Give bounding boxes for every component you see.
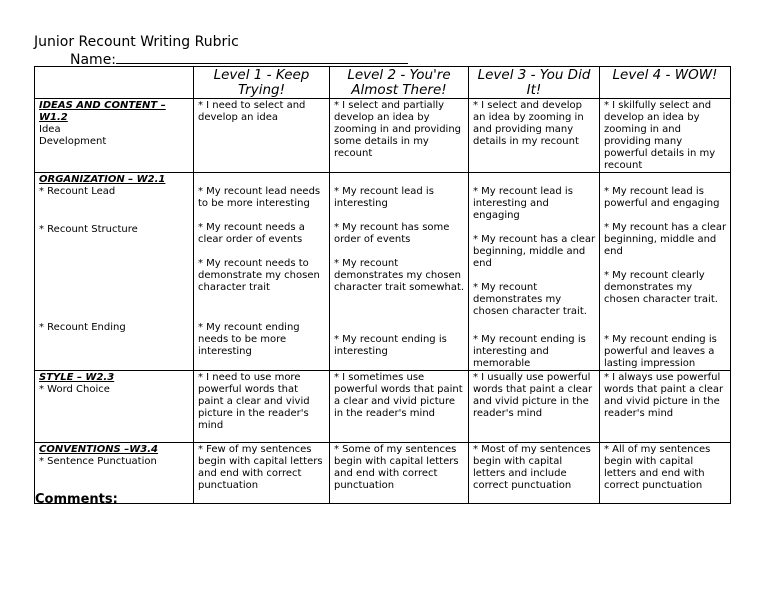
style-level-4: * I always use powerful words that paint a clear and vivid picture in the reader's mind [600, 371, 731, 443]
l2-structure-1: * My recount has some order of events [334, 222, 450, 245]
recount-lead-label: * Recount Lead [39, 186, 116, 197]
style-category-cell [35, 371, 194, 443]
conventions-sub: * Sentence Punctuation [39, 456, 157, 467]
rubric-table [34, 66, 731, 504]
l1-structure-1: * My recount needs a clear order of events [198, 222, 305, 245]
organization-level-4 [600, 173, 731, 371]
ideas-sub-2: Development [39, 136, 107, 147]
header-empty [35, 67, 194, 99]
organization-level-3 [469, 173, 600, 371]
ideas-category: IDEAS AND CONTENT – W1.2 [39, 100, 166, 123]
style-level-2: * I sometimes use powerful words that paint a clear and vivid picture in the reader's mind [330, 371, 469, 443]
l2-lead: * My recount lead is interesting [334, 186, 434, 209]
organization-level-2 [330, 173, 469, 371]
l4-lead: * My recount lead is powerful and engaging [604, 186, 720, 209]
organization-category: ORGANIZATION – W2.1 [39, 174, 166, 185]
l1-ending: * My recount ending needs to be more interesting [198, 322, 300, 357]
ideas-category-cell [35, 99, 194, 173]
page-title: Junior Recount Writing Rubric [34, 34, 239, 50]
conventions-category: CONVENTIONS –W3.4 [39, 444, 158, 455]
l3-ending: * My recount ending is interesting and memorable [473, 334, 586, 369]
header-level-2: Level 2 - You're Almost There! [330, 67, 469, 99]
recount-structure-label: * Recount Structure [39, 224, 138, 235]
header-row [35, 67, 731, 99]
conventions-level-1: * Few of my sentences begin with capital letters and end with correct punctuation [194, 443, 330, 504]
l3-lead: * My recount lead is interesting and engaging [473, 186, 573, 221]
conventions-level-3: * Most of my sentences begin with capital letters and include correct punctuation [469, 443, 600, 504]
style-row [35, 371, 731, 443]
l4-structure-2: * My recount clearly demonstrates my chosen character trait. [604, 270, 718, 305]
l2-ending: * My recount ending is interesting [334, 334, 447, 357]
organization-level-1 [194, 173, 330, 371]
style-sub: * Word Choice [39, 384, 110, 395]
recount-ending-label: * Recount Ending [39, 322, 126, 333]
l1-lead: * My recount lead needs to be more interesting [198, 186, 321, 209]
style-level-1: * I need to use more powerful words that paint a clear and vivid picture in the reader's mind [194, 371, 330, 443]
l2-structure-2: * My recount demonstrates my chosen character trait somewhat. [334, 258, 465, 293]
ideas-row [35, 99, 731, 173]
ideas-level-4: * I skilfully select and develop an idea by zooming in and providing many powerful details in my recount [600, 99, 731, 173]
l4-structure-1: * My recount has a clear beginning, middle and end [604, 222, 727, 257]
l4-ending: * My recount ending is powerful and leaves a lasting impression [604, 334, 717, 369]
organization-row [35, 173, 731, 371]
comments-label: Comments: [35, 492, 118, 507]
conventions-level-2: * Some of my sentences begin with capital letters and end with correct punctuation [330, 443, 469, 504]
style-level-3: * I usually use powerful words that paint a clear and vivid picture in the reader's mind [469, 371, 600, 443]
style-category: STYLE – W2.3 [39, 372, 115, 383]
organization-category-cell [35, 173, 194, 371]
header-level-3: Level 3 - You Did It! [469, 67, 600, 99]
header-level-1: Level 1 - Keep Trying! [194, 67, 330, 99]
l3-structure-2: * My recount demonstrates my chosen character trait. [473, 282, 587, 317]
conventions-row [35, 443, 731, 504]
ideas-level-3: * I select and develop an idea by zooming in and providing many details in my recount [469, 99, 600, 173]
name-label: Name: [70, 52, 117, 68]
header-level-4: Level 4 - WOW! [600, 67, 731, 99]
ideas-level-1: * I need to select and develop an idea [194, 99, 330, 173]
conventions-level-4: * All of my sentences begin with capital letters and end with correct punctuation [600, 443, 731, 504]
l3-structure-1: * My recount has a clear beginning, middle and end [473, 234, 596, 269]
l1-structure-2: * My recount needs to demonstrate my chosen character trait [198, 258, 320, 293]
name-blank-line [116, 50, 408, 64]
ideas-level-2: * I select and partially develop an idea by zooming in and providing some details in my recount [330, 99, 469, 173]
ideas-sub-1: Idea [39, 124, 61, 135]
